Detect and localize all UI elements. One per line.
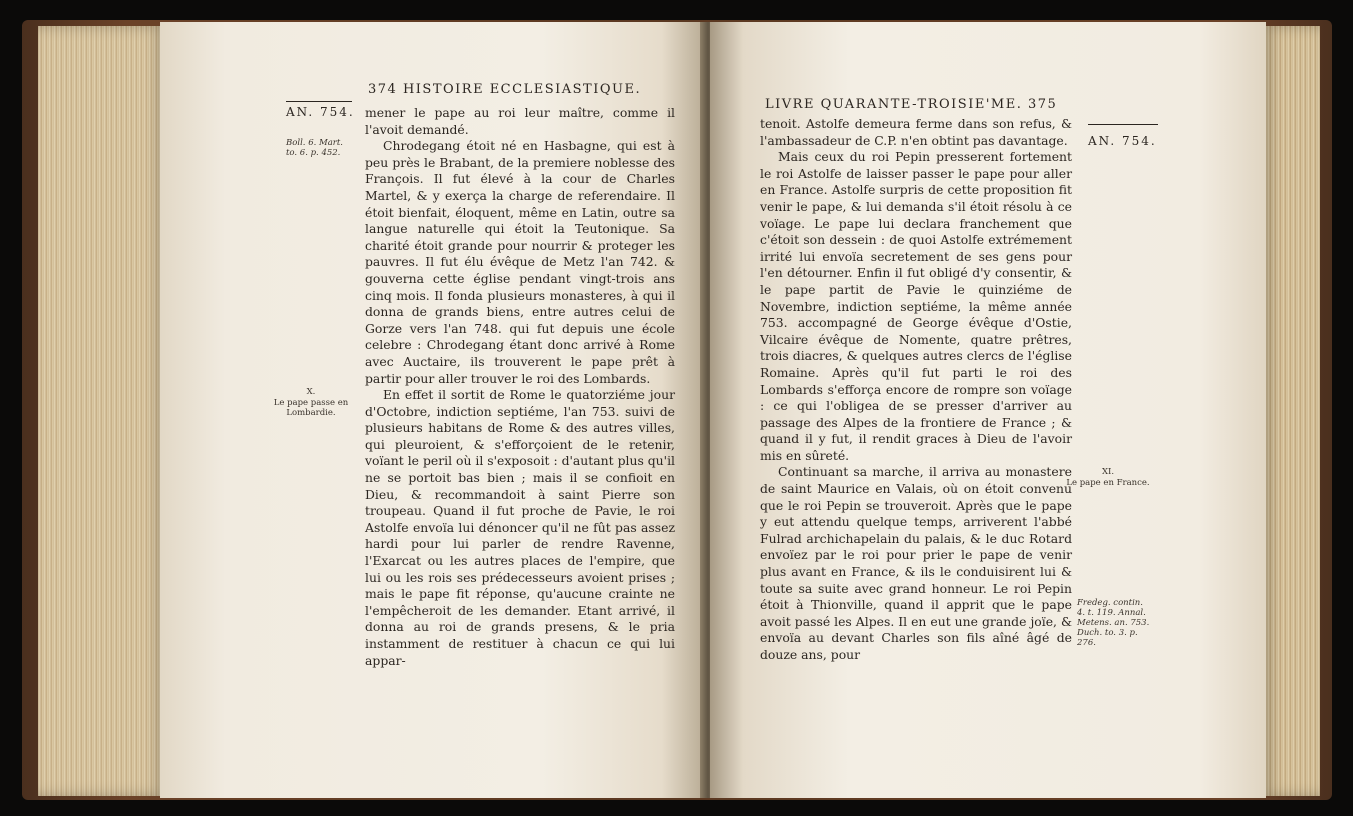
year-rule [286,101,352,102]
side-title-text: Le pape en France. [1066,478,1150,488]
year-rule [1088,124,1158,125]
body-text [365,105,675,669]
paragraph: tenoit. Astolfe demeura ferme dans son refus, & l'ambassadeur de C.P. n'en obtint pas davantage. [760,116,1072,148]
body-text [760,116,1072,664]
page-header: 374 HISTOIRE ECCLESIASTIQUE. [368,82,642,97]
side-title-number: X. [306,387,316,397]
year-label: AN. 754. [1088,134,1157,148]
paragraph: Chrodegang étoit né en Hasbagne, qui est à peu près le Brabant, de la premiere noblesse des François. Il fut élevé à la cour de Charles Martel, & y exerça la charge de referendaire. Il étoit bienfait, éloquent, même en Latin, outre sa langue naturelle qui étoit la Teutonique. Sa charité étoit grande pour nourrir & proteger les pauvres. Il fut élu évêque de Metz l'an 742. & gouverna cette église pendant vingt-trois ans cinq mois. Il fonda plusieurs monasteres, à qui il donna de grands biens, entre autres celui de Gorze vers l'an 748. qui fut depuis une école celebre : Chrodegang étant donc arrivé à Rome avec Auctaire, ils trouverent le pape prêt à partir pour aller trouver le roi des Lombards. [365,138,675,386]
right-page [710,22,1266,798]
page-header: LIVRE QUARANTE-TROISIE'ME. 375 [765,97,1058,112]
margin-note-reference: Fredeg. contin. 4. t. 119. Annal. Metens. an. 753. Duch. to. 3. p. 276. [1077,598,1150,648]
left-page [160,22,705,798]
margin-note-reference: Boll. 6. Mart. to. 6. p. 452. [286,138,343,158]
paragraph: Mais ceux du roi Pepin presserent fortement le roi Astolfe de laisser passer le pape pour aller en France. Astolfe surpris de cette proposition fit venir le pape, & lui demanda s'il étoit résolu à ce voïage. Le pape lui declara franchement que c'étoit son dessein : de quoi Astolfe extrémement irrité lui envoïa secretement de ses gens pour l'en détourner. Enfin il fut obligé d'y consentir, & le pape partit de Pavie le quinziéme de Novembre, indiction septiéme, la même année 753. accompagné de George évêque d'Ostie, Vilcaire évêque de Nomente, quatre prêtres, trois diacres, & quelques autres clercs de l'église Romaine. Après qu'il fut parti le roi des Lombards s'efforça encore de rompre son voïage : ce qui l'obligea de se presser d'arriver au passage des Alpes de la frontiere de France ; & quand il y fut, il rendit graces à Dieu de l'avoir mis en sûreté. [760,149,1072,463]
page-edges-right [1262,26,1320,796]
paragraph: Continuant sa marche, il arriva au monastere de saint Maurice en Valais, où on étoit convenu que le roi Pepin se trouveroit. Après que le pape y eut attendu quelque temps, arriverent l'abbé Fulrad archichapelain du palais, & le duc Rotard envoïez par le roi pour prier le pape de venir plus avant en France, & ils le conduisirent lui & toute sa suite avec grand honneur. Le roi Pepin étoit à Thionville, quand il apprit que le pape avoit passé les Alpes. Il en eut une grande joïe, & envoïa au devant Charles son fils aîné âgé de douze ans, pour [760,464,1072,662]
year-label: AN. 754. [286,105,355,119]
side-title-number: XI. [1101,467,1115,477]
side-title-text: Le pape passe en Lombardie. [273,398,349,418]
page-edges-left [38,26,166,796]
paragraph: mener le pape au roi leur maître, comme il l'avoit demandé. [365,105,675,137]
paragraph: En effet il sortit de Rome le quatorziéme jour d'Octobre, indiction septiéme, l'an 753. suivi de plusieurs habitans de Rome & des autres villes, qui pleuroient, & s'efforçoient de le retenir, voïant le peril où il s'exposoit : d'autant plus qu'il ne se portoit bas bien ; mais il se confioit en Dieu, & recommandoit à saint Pierre son troupeau. Quand il fut proche de Pavie, le roi Astolfe envoïa lui dénoncer qu'il ne fût pas assez hardi pour lui parler de rendre Ravenne, l'Exarcat ou les autres places de l'empire, que lui ou les rois ses prédecesseurs avoient prises ; mais le pape fit réponse, qu'aucune crainte ne l'empêcheroit de les demander. Etant arrivé, il donna au roi de grands presens, & le pria instamment de restituer à chacun ce qui lui appar- [365,387,675,668]
